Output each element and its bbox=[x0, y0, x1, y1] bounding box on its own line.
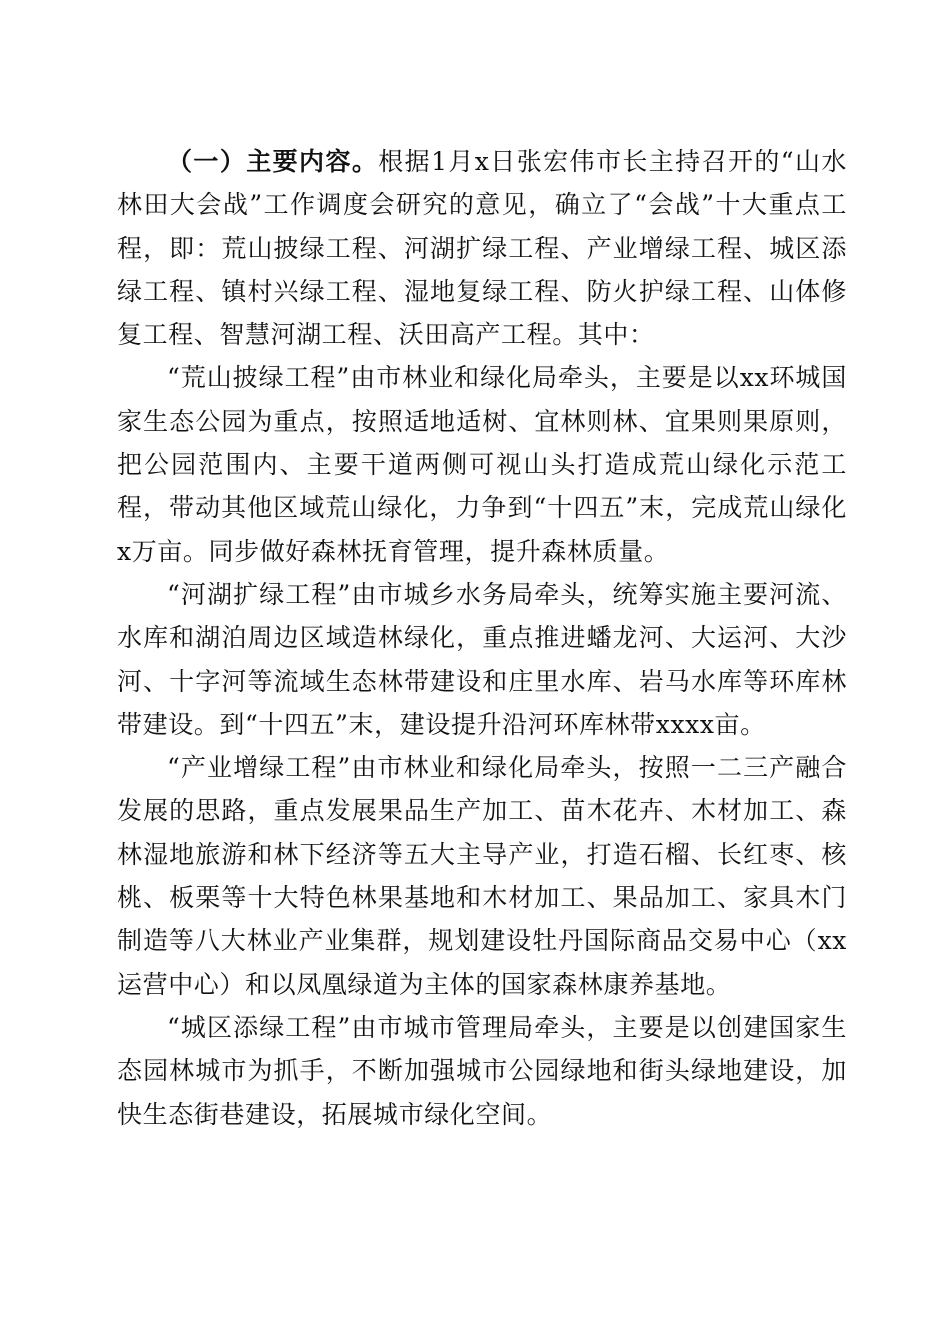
section-heading: （一）主要内容。 bbox=[167, 147, 379, 176]
document-body bbox=[117, 140, 847, 1136]
paragraph-river-lake: “河湖扩绿工程”由市城乡水务局牵头，统筹实施主要河流、水库和湖泊周边区域造林绿化，重点推进蟠龙河、大运河、大沙河、十字河等流域生态林带建设和庄里水库、岩马水库等环库林带建设。到“十四五”末，建设提升沿河环库林带xxxx亩。 bbox=[117, 579, 847, 739]
paragraph-intro bbox=[117, 140, 847, 356]
paragraph-barren-mountain: “荒山披绿工程”由市林业和绿化局牵头，主要是以xx环城国家生态公园为重点，按照适地适树、宜林则林、宜果则果原则，把公园范围内、主要干道两侧可视山头打造成荒山绿化示范工程，带动其他区域荒山绿化，力争到“十四五”末，完成荒山绿化x万亩。同步做好森林抚育管理，提升森林质量。 bbox=[117, 363, 847, 566]
paragraph-urban: “城区添绿工程”由市城市管理局牵头，主要是以创建国家生态园林城市为抓手，不断加强城市公园绿地和街头绿地建设，加快生态街巷建设，拓展城市绿化空间。 bbox=[117, 1012, 847, 1129]
paragraph-industry: “产业增绿工程”由市林业和绿化局牵头，按照一二三产融合发展的思路，重点发展果品生产加工、苗木花卉、木材加工、森林湿地旅游和林下经济等五大主导产业，打造石榴、长红枣、核桃、板栗等十大特色林果基地和木材加工、果品加工、家具木门制造等八大林业产业集群，规划建设牡丹国际商品交易中心（xx运营中心）和以凤凰绿道为主体的国家森林康养基地。 bbox=[117, 753, 847, 999]
paragraph-text: 根据1月x日张宏伟市长主持召开的“山水林田大会战”工作调度会研究的意见，确立了“会战”十大重点工程，即：荒山披绿工程、河湖扩绿工程、产业增绿工程、城区添绿工程、镇村兴绿工程、湿地复绿工程、防火护绿工程、山体修复工程、智慧河湖工程、沃田高产工程。其中： bbox=[117, 147, 847, 350]
